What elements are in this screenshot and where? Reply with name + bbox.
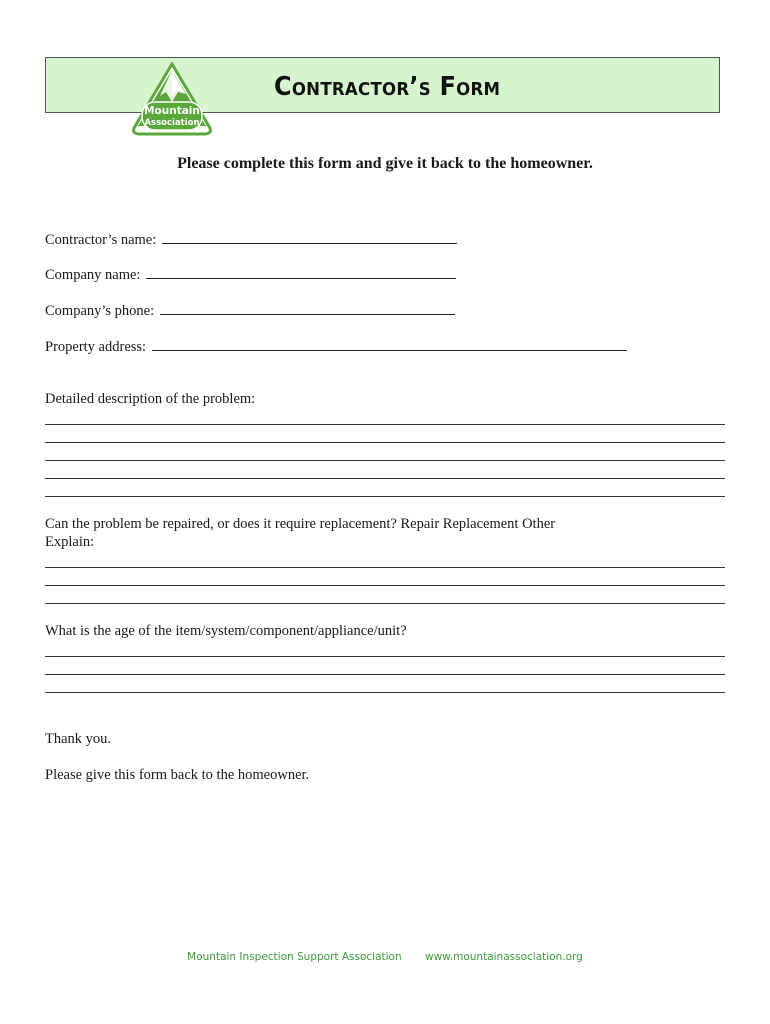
property-address-input-line[interactable] [152, 338, 627, 351]
footer-website-link[interactable]: www.mountainassociation.org [424, 951, 583, 963]
contractor-name-label: Contractor’s name: [45, 232, 157, 248]
age-line[interactable] [45, 656, 725, 657]
give-back-text: Please give this form back to the homeowner. [45, 767, 310, 783]
description-line[interactable] [45, 442, 725, 443]
description-line[interactable] [45, 424, 725, 425]
company-name-label: Company name: [45, 267, 141, 283]
footer-org-name: Mountain Inspection Support Association [187, 951, 402, 963]
mountain-association-logo [132, 62, 212, 136]
company-phone-label: Company’s phone: [45, 303, 155, 319]
page-title: Contractor’s Form [274, 72, 501, 102]
contractor-name-field[interactable] [45, 231, 457, 249]
repair-question: Can the problem be repaired, or does it require replacement? Repair Replacement Other [45, 516, 556, 532]
age-line[interactable] [45, 692, 725, 693]
logo-text-line1: Mountain [144, 105, 200, 117]
explain-line[interactable] [45, 603, 725, 604]
company-name-input-line[interactable] [146, 266, 456, 279]
description-line[interactable] [45, 460, 725, 461]
form-instructions: Please complete this form and give it back to the homeowner. [177, 155, 593, 172]
property-address-label: Property address: [45, 339, 147, 355]
footer [0, 951, 770, 963]
description-line[interactable] [45, 478, 725, 479]
age-question: What is the age of the item/system/component/appliance/unit? [45, 623, 407, 639]
description-line[interactable] [45, 496, 725, 497]
description-label: Detailed description of the problem: [45, 391, 256, 407]
logo-text-line2: Association [144, 118, 200, 128]
company-phone-input-line[interactable] [160, 302, 455, 315]
property-address-field[interactable] [45, 338, 627, 356]
age-line[interactable] [45, 674, 725, 675]
explain-line[interactable] [45, 567, 725, 568]
contractor-name-input-line[interactable] [162, 231, 457, 244]
explain-line[interactable] [45, 585, 725, 586]
thank-you-text: Thank you. [45, 731, 112, 747]
company-name-field[interactable] [45, 266, 456, 284]
company-phone-field[interactable] [45, 302, 455, 320]
explain-label: Explain: [45, 534, 95, 550]
